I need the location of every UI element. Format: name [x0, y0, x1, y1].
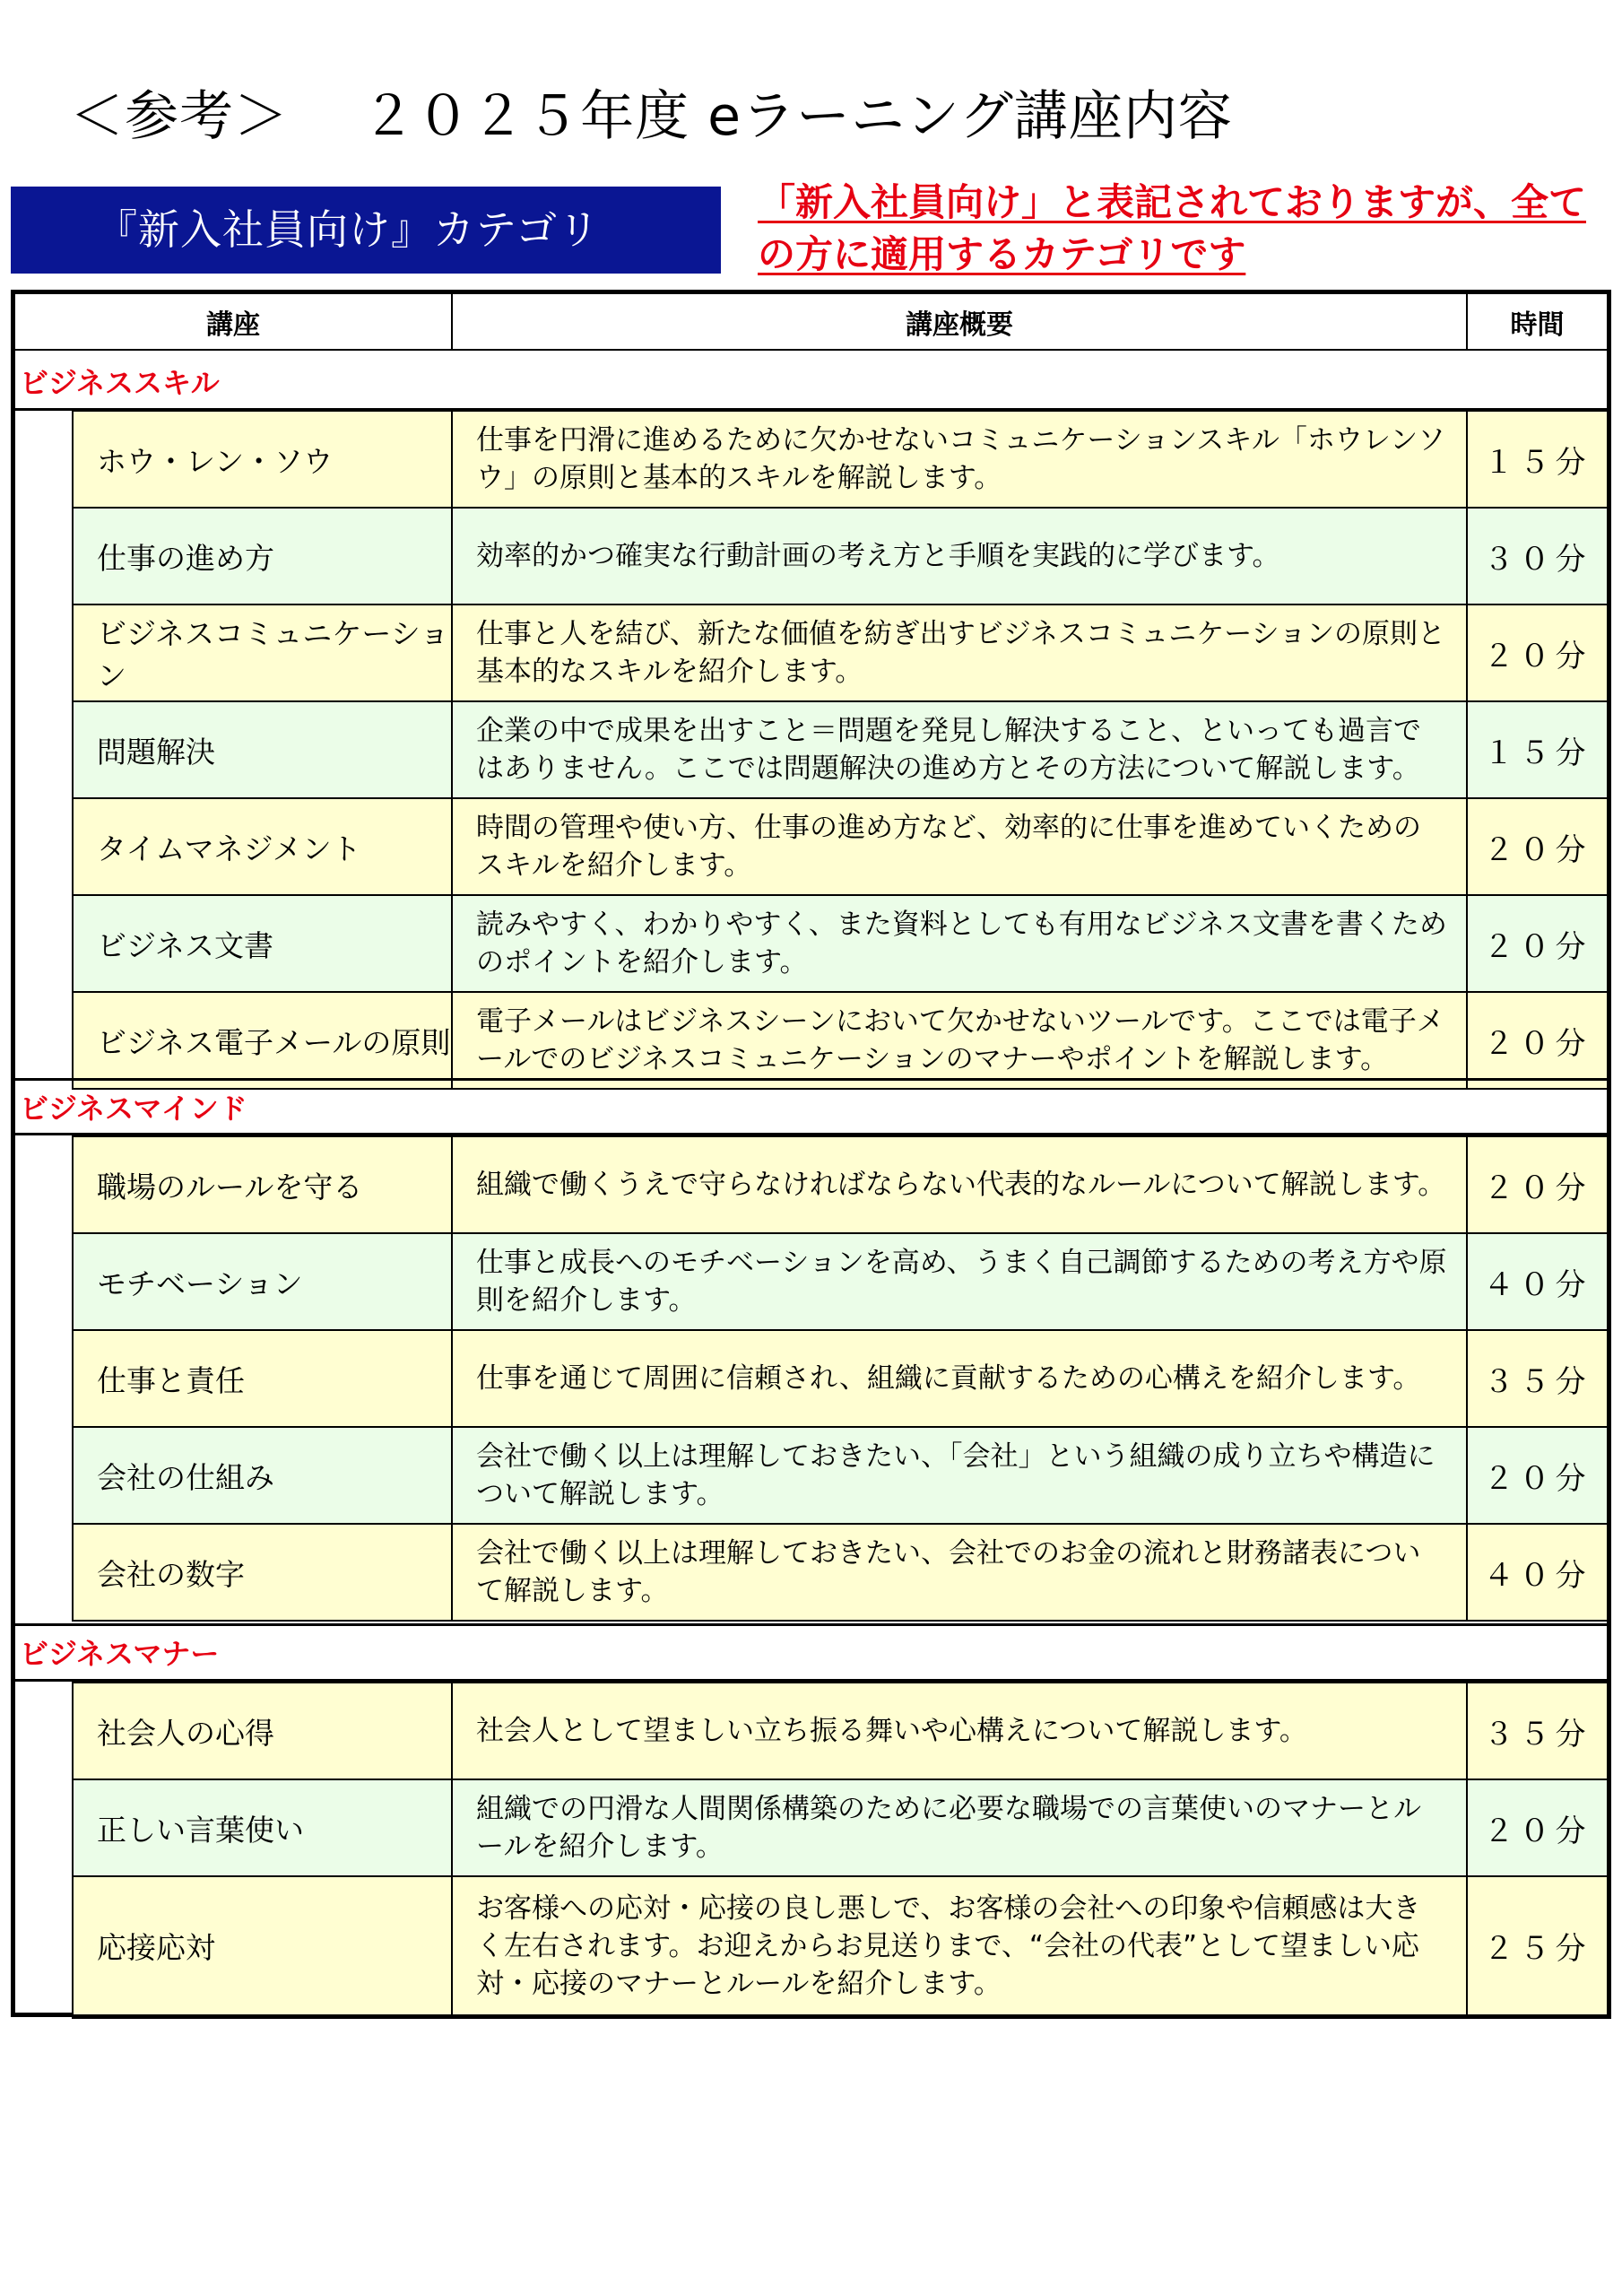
- course-summary: 企業の中で成果を出すこと＝問題を発見し解決すること、といっても過言ではありません。ここでは問題解決の進め方とその方法について解説します。: [451, 700, 1468, 799]
- course-summary: 組織で働くうえで守らなければならない代表的なルールについて解説します。: [451, 1135, 1468, 1234]
- course-summary: 時間の管理や使い方、仕事の進め方など、効率的に仕事を進めていくためのスキルを紹介します。: [451, 797, 1468, 896]
- section-divider: [11, 1078, 1611, 1081]
- course-time: ２０分: [1466, 604, 1611, 702]
- header-summary: 講座概要: [451, 290, 1468, 351]
- course-time: ４０分: [1466, 1523, 1611, 1622]
- course-time: ３５分: [1466, 1682, 1611, 1780]
- course-name: 職場のルールを守る: [72, 1135, 453, 1234]
- course-name: 会社の数字: [72, 1523, 453, 1622]
- course-time: ２５分: [1466, 1875, 1611, 2019]
- course-summary: お客様への応対・応接の良し悪しで、お客様の会社への印象や信頼感は大きく左右されます。お迎えからお見送りまで、“会社の代表”として望ましい応対・応接のマナーとルールを紹介します。: [451, 1875, 1468, 2019]
- course-time: １５分: [1466, 700, 1611, 799]
- course-time: ４０分: [1466, 1232, 1611, 1331]
- course-time: ３０分: [1466, 507, 1611, 605]
- course-summary: 組織での円滑な人間関係構築のために必要な職場での言葉使いのマナーとルールを紹介します。: [451, 1779, 1468, 1877]
- course-name: タイムマネジメント: [72, 797, 453, 896]
- course-name: 仕事と責任: [72, 1329, 453, 1428]
- course-time: ２０分: [1466, 991, 1611, 1090]
- section-label: ビジネスマインド: [20, 1091, 247, 1126]
- course-time: ２０分: [1466, 1426, 1611, 1525]
- course-summary: 効率的かつ確実な行動計画の考え方と手順を実践的に学びます。: [451, 507, 1468, 605]
- header-time: 時間: [1466, 290, 1611, 351]
- course-summary: 電子メールはビジネスシーンにおいて欠かせないツールです。ここでは電子メールでのビジネスコミュニケーションのマナーやポイントを解説します。: [451, 991, 1468, 1090]
- course-time: １５分: [1466, 410, 1611, 509]
- course-time: ２０分: [1466, 1135, 1611, 1234]
- course-summary: 仕事を円滑に進めるために欠かせないコミュニケーションスキル「ホウレンソウ」の原則と基本的スキルを解説します。: [451, 410, 1468, 509]
- course-name: モチベーション: [72, 1232, 453, 1331]
- course-summary: 仕事と成長へのモチベーションを高め、うまく自己調節するための考え方や原則を紹介します。: [451, 1232, 1468, 1331]
- course-name: 問題解決: [72, 700, 453, 799]
- course-summary: 仕事を通じて周囲に信頼され、組織に貢献するための心構えを紹介します。: [451, 1329, 1468, 1428]
- section-divider: [11, 1623, 1611, 1626]
- course-name: ビジネス電子メールの原則: [72, 991, 453, 1090]
- course-summary: 会社で働く以上は理解しておきたい、「会社」という組織の成り立ちや構造について解説します。: [451, 1426, 1468, 1525]
- category-banner: 『新入社員向け』カテゴリ: [11, 187, 721, 274]
- page-title: ＜参考＞ ２０２５年度 eラーニング講座内容: [70, 85, 1233, 148]
- course-name: 正しい言葉使い: [72, 1779, 453, 1877]
- course-time: ２０分: [1466, 1779, 1611, 1877]
- course-time: ３５分: [1466, 1329, 1611, 1428]
- course-time: ２０分: [1466, 894, 1611, 993]
- header-course: 講座: [11, 290, 453, 351]
- course-name: 会社の仕組み: [72, 1426, 453, 1525]
- course-summary: 読みやすく、わかりやすく、また資料としても有用なビジネス文書を書くためのポイントを紹介します。: [451, 894, 1468, 993]
- section-label: ビジネスマナー: [20, 1637, 220, 1671]
- course-summary: 社会人として望ましい立ち振る舞いや心構えについて解説します。: [451, 1682, 1468, 1780]
- course-name: ホウ・レン・ソウ: [72, 410, 453, 509]
- course-name: 仕事の進め方: [72, 507, 453, 605]
- course-time: ２０分: [1466, 797, 1611, 896]
- course-summary: 仕事と人を結び、新たな価値を紡ぎ出すビジネスコミュニケーションの原則と基本的なスキルを紹介します。: [451, 604, 1468, 702]
- section-label: ビジネススキル: [20, 366, 220, 400]
- course-summary: 会社で働く以上は理解しておきたい、会社でのお金の流れと財務諸表について解説します。: [451, 1523, 1468, 1622]
- course-name: ビジネスコミュニケーション: [72, 604, 453, 702]
- course-name: ビジネス文書: [72, 894, 453, 993]
- course-name: 社会人の心得: [72, 1682, 453, 1780]
- course-name: 応接応対: [72, 1875, 453, 2019]
- category-note: 「新入社員向け」と表記されておりますが、全ての方に適用するカテゴリです: [758, 180, 1587, 276]
